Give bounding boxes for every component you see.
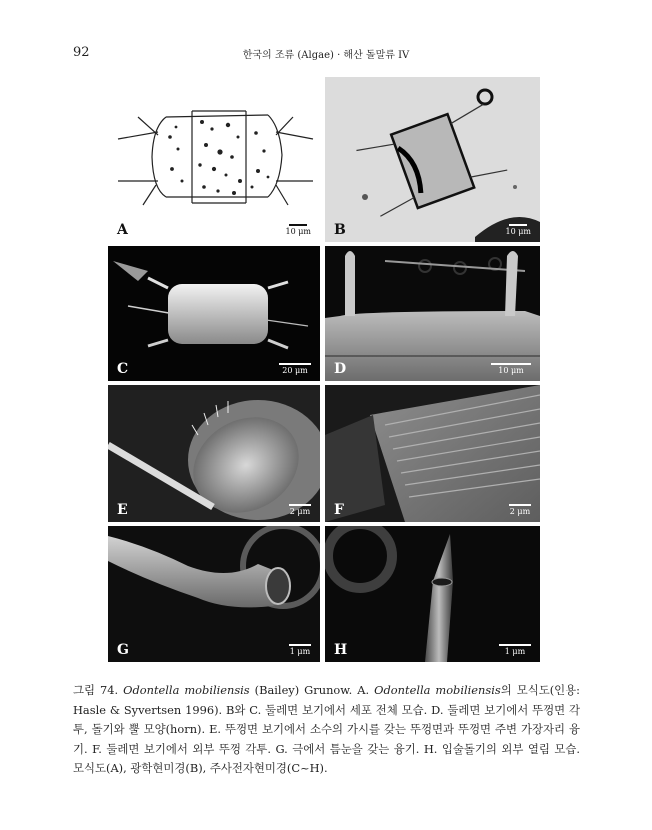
scale-bar: 2 μm: [509, 504, 531, 516]
panel-letter: H: [334, 642, 348, 658]
page-number: 92: [73, 45, 90, 60]
scale-bar: 20 μm: [279, 363, 311, 375]
figure-caption: [73, 681, 580, 779]
panel-a: [108, 77, 320, 242]
running-head: 한국의 조류 (Algae) · 해산 돌말류 IV: [242, 50, 410, 61]
caption-part-a-text: 의 모식도(인용: Hasle & Syvertsen 1996).: [73, 683, 580, 717]
panel-letter: E: [117, 502, 128, 518]
panel-letter: C: [117, 361, 129, 377]
sem-external-valve: [325, 385, 540, 522]
caption-authority: (Bailey) Grunow.: [254, 683, 353, 697]
scale-bar: 1 μm: [499, 644, 531, 656]
sem-valve-horns: [325, 246, 540, 381]
scale-bar: 10 μm: [505, 224, 531, 236]
panel-g: [108, 526, 320, 662]
panel-letter: A: [117, 222, 128, 238]
scale-bar: 10 μm: [491, 363, 531, 375]
panel-h: [325, 526, 540, 662]
diatom-drawing: [108, 77, 320, 242]
sem-labiate-process: [325, 526, 540, 662]
sem-whole-cell: [108, 246, 320, 381]
caption-part-a-prefix: A.: [357, 683, 370, 697]
scale-bar: 2 μm: [289, 504, 311, 516]
panel-d: [325, 246, 540, 381]
panel-letter: G: [117, 642, 129, 658]
caption-part-a-species: Odontella mobiliensis: [374, 683, 501, 697]
panel-letter: D: [334, 361, 347, 377]
sem-valve-face-spines: [108, 385, 320, 522]
panel-e: [108, 385, 320, 522]
panel-b: [325, 77, 540, 242]
panel-f: [325, 385, 540, 522]
panel-letter: F: [334, 502, 344, 518]
panel-c: [108, 246, 320, 381]
scale-bar: 1 μm: [289, 644, 311, 656]
caption-rest: B와 C. 둘레면 보기에서 세포 전체 모습. D. 둘레면 보기에서 뚜껑면 각투, 돌기와 뿔 모양(horn). E. 뚜껑면 보기에서 소수의 가시를 갖는 뚜껑면과 뚜껑면 주변 가장자리 융기. F. 둘레면 보기에서 외부 뚜껑 각투. G. 극에서 틈눈을 갖는 융기. H. 입술돌기의 외부 열림 모습. 모식도(A), 광학현미경(B), 주사전자현미경(C~H).: [73, 702, 580, 775]
caption-label: 그림 74.: [73, 683, 119, 697]
figure-plate: [108, 77, 540, 662]
light-micrograph: [325, 77, 540, 242]
sem-elevation-ocellus: [108, 526, 320, 662]
caption-species: Odontella mobiliensis: [123, 683, 250, 697]
panel-letter: B: [334, 222, 346, 238]
scale-bar: 10 μm: [285, 224, 311, 236]
